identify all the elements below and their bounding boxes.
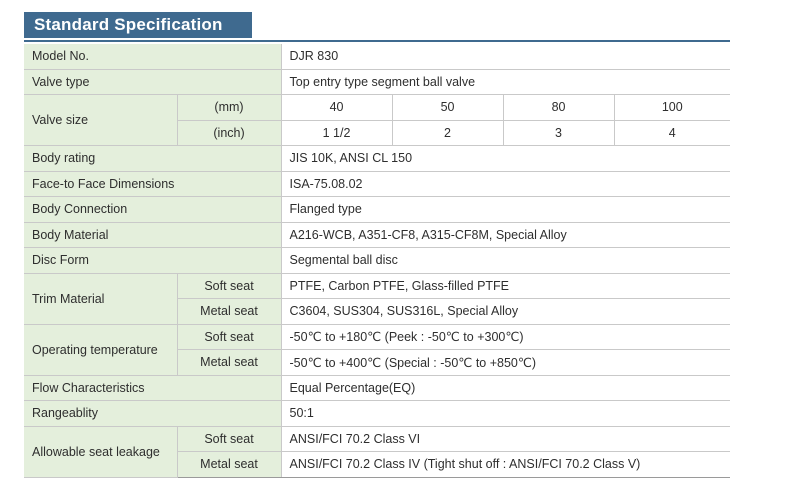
table-row	[24, 426, 730, 452]
row-value-rangeability: 50:1	[281, 401, 730, 427]
row-label-model: Model No.	[24, 44, 281, 69]
table-row	[24, 401, 730, 427]
spec-table	[24, 44, 730, 478]
sub-label-soft-seat: Soft seat	[177, 273, 281, 299]
row-label-body-rating: Body rating	[24, 146, 281, 172]
row-label-rangeability: Rangeablity	[24, 401, 281, 427]
table-row	[24, 69, 730, 95]
row-value-trim-soft: PTFE, Carbon PTFE, Glass-filled PTFE	[281, 273, 730, 299]
row-value-valve-type: Top entry type segment ball valve	[281, 69, 730, 95]
row-label-face-to-face: Face-to Face Dimensions	[24, 171, 281, 197]
row-value-face-to-face: ISA-75.08.02	[281, 171, 730, 197]
size-mm-cell: 50	[392, 95, 503, 121]
sub-label-soft-seat: Soft seat	[177, 324, 281, 350]
size-inch-cell: 3	[503, 120, 614, 146]
row-value-body-connection: Flanged type	[281, 197, 730, 223]
sub-label-inch: (inch)	[177, 120, 281, 146]
table-row	[24, 171, 730, 197]
table-row	[24, 273, 730, 299]
table-row	[24, 324, 730, 350]
row-label-valve-size: Valve size	[24, 95, 177, 146]
section-header	[24, 12, 252, 38]
row-value-body-material: A216-WCB, A351-CF8, A315-CF8M, Special Alloy	[281, 222, 730, 248]
row-label-operating-temperature: Operating temperature	[24, 324, 177, 375]
sub-label-metal-seat: Metal seat	[177, 452, 281, 478]
row-label-body-material: Body Material	[24, 222, 281, 248]
table-row	[24, 44, 730, 69]
table-row	[24, 248, 730, 274]
row-value-disc-form: Segmental ball disc	[281, 248, 730, 274]
size-inch-cell: 4	[614, 120, 730, 146]
size-inch-cell: 2	[392, 120, 503, 146]
sub-label-mm: (mm)	[177, 95, 281, 121]
row-label-body-connection: Body Connection	[24, 197, 281, 223]
size-inch-cell: 1 1/2	[281, 120, 392, 146]
row-value-temp-soft: -50℃ to +180℃ (Peek : -50℃ to +300℃)	[281, 324, 730, 350]
row-value-leakage-metal: ANSI/FCI 70.2 Class IV (Tight shut off : ANSI/FCI 70.2 Class V)	[281, 452, 730, 478]
row-value-leakage-soft: ANSI/FCI 70.2 Class VI	[281, 426, 730, 452]
sub-label-metal-seat: Metal seat	[177, 350, 281, 376]
row-label-disc-form: Disc Form	[24, 248, 281, 274]
row-label-trim-material: Trim Material	[24, 273, 177, 324]
header-rule	[24, 40, 730, 42]
size-mm-cell: 80	[503, 95, 614, 121]
row-value-body-rating: JIS 10K, ANSI CL 150	[281, 146, 730, 172]
table-row	[24, 375, 730, 401]
size-mm-cell: 40	[281, 95, 392, 121]
table-row	[24, 222, 730, 248]
sub-label-soft-seat: Soft seat	[177, 426, 281, 452]
row-value-temp-metal: -50℃ to +400℃ (Special : -50℃ to +850℃)	[281, 350, 730, 376]
table-row	[24, 197, 730, 223]
sub-label-metal-seat: Metal seat	[177, 299, 281, 325]
size-mm-cell: 100	[614, 95, 730, 121]
section-title: Standard Specification	[34, 15, 223, 34]
row-label-flow-characteristics: Flow Characteristics	[24, 375, 281, 401]
row-value-model: DJR 830	[281, 44, 730, 69]
row-value-trim-metal: C3604, SUS304, SUS316L, Special Alloy	[281, 299, 730, 325]
row-label-valve-type: Valve type	[24, 69, 281, 95]
table-row	[24, 95, 730, 121]
row-value-flow-characteristics: Equal Percentage(EQ)	[281, 375, 730, 401]
table-row	[24, 146, 730, 172]
row-label-seat-leakage: Allowable seat leakage	[24, 426, 177, 477]
